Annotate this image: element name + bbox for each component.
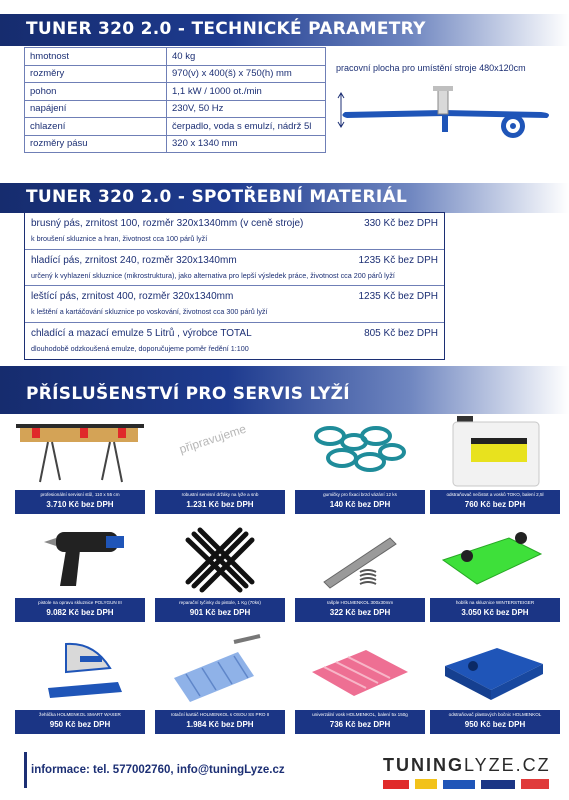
wax-blocks-icon [290, 632, 430, 708]
holmenkol-logo-icon [443, 780, 475, 789]
consumable-price: 1235 Kč bez DPH [358, 291, 438, 302]
consumable-desc: k leštění a kartáčování skluznice po voskování, životnost cca 300 párů lyží [31, 307, 268, 316]
product-label [295, 710, 425, 734]
product-name: hoblík na skluznice WINTERSTEIGER [455, 600, 535, 605]
spec-value: 1,1 kW / 1000 ot./min [167, 83, 326, 101]
wax-remover-canister-icon [425, 412, 565, 488]
specs-title: TUNER 320 2.0 - TECHNICKÉ PARAMETRY [26, 19, 426, 39]
base-planer-icon [425, 520, 565, 596]
accessories-banner [0, 366, 569, 414]
consumable-name: hladící pás, zrnitost 240, rozměr 320x1340mm [31, 254, 237, 266]
product-label [15, 598, 145, 622]
product-price: 3.050 Kč bez DPH [461, 608, 529, 617]
spec-label: napájení [25, 100, 167, 118]
product-name: univerzální vosk HOLMENKOL, balení 5x 150g [312, 712, 408, 717]
product-label [155, 490, 285, 514]
watermark-text: připravujeme [177, 421, 248, 457]
table-row [25, 118, 326, 136]
consumables-table [24, 212, 445, 360]
product-name: pistole na opravu skluznice POLYGUN III [38, 600, 122, 605]
product-name: reparační tyčinky do pistole, 1 Kg (70ks) [179, 600, 261, 605]
spec-label: chlazení [25, 118, 167, 136]
consumable-desc: dlouhodobě odzkoušená emulze, doporučujeme poměr ředění 1:100 [31, 343, 249, 353]
product-name: gumičky pro fixaci brzd vázání 12 ks [323, 492, 397, 497]
table-row [25, 65, 326, 83]
brand-part-a: TUNING [383, 755, 464, 775]
brand-part-b: LYZE.CZ [464, 755, 551, 775]
product-name: profesionální servisní stůl, 110 x 55 cm [40, 492, 120, 497]
spec-label: hmotnost [25, 48, 167, 66]
product-label [155, 598, 285, 622]
footer-divider [24, 752, 27, 788]
product-price: 1.984 Kč bez DPH [186, 720, 254, 729]
product-name: odstraňovač nečistot a vosků TOKO, balení 2,5l [446, 492, 544, 497]
product-name: rotační kartáč HOLMENKOL s OSOU SS PRO II [170, 712, 270, 717]
ski-holder-icon [150, 412, 290, 488]
product-label [430, 598, 560, 622]
machine-diagram [333, 56, 565, 166]
repair-sticks-icon [150, 520, 290, 596]
glue-gun-icon [10, 520, 150, 596]
product-label [155, 710, 285, 734]
rasp-icon [290, 520, 430, 596]
table-row [25, 323, 444, 360]
workspace-dimension-arrows [338, 93, 344, 127]
swix-logo-icon [383, 780, 409, 789]
spec-label: pohon [25, 83, 167, 101]
product-name: rašple HOLMENKOL 300x30mm [326, 600, 394, 605]
spec-table [24, 47, 326, 153]
product-name: robustní servisní držáky na lyže a snb [181, 492, 259, 497]
product-price: 901 Kč bez DPH [189, 608, 251, 617]
table-row [25, 100, 326, 118]
product-price: 1.231 Kč bez DPH [186, 500, 254, 509]
wintersteiger-logo-icon [481, 780, 515, 789]
consumable-desc: k broušení skluznice a hran, životnost cca 100 párů lyží [31, 234, 208, 243]
consumable-name: chladící a mazací emulze 5 Litrů , výrobce TOTAL [31, 327, 252, 339]
spec-value: 320 x 1340 mm [167, 135, 326, 153]
table-row [25, 48, 326, 66]
product-label [15, 710, 145, 734]
spec-label: rozměry pásu [25, 135, 167, 153]
table-row [25, 286, 444, 323]
consumable-price: 1235 Kč bez DPH [358, 254, 438, 266]
consumables-banner [0, 183, 569, 213]
product-price: 950 Kč bez DPH [464, 720, 526, 729]
spec-value: 230V, 50 Hz [167, 100, 326, 118]
spec-label: rozměry [25, 65, 167, 83]
consumable-price: 330 Kč bez DPH [364, 218, 438, 229]
product-name: žehlička HOLMENKOL SMART WAXER [39, 712, 121, 717]
table-row [25, 135, 326, 153]
consumable-price: 805 Kč bez DPH [364, 327, 438, 339]
product-price: 950 Kč bez DPH [49, 720, 111, 729]
product-label [430, 710, 560, 734]
table-row [25, 213, 444, 250]
partner-logos [383, 778, 553, 790]
table-row [25, 250, 444, 287]
product-price: 9.082 Kč bez DPH [46, 608, 114, 617]
product-label [295, 490, 425, 514]
wax-iron-icon [10, 632, 150, 708]
spec-value: čerpadlo, voda s emulzí, nádrž 5l [167, 118, 326, 136]
footer-contact[interactable]: informace: tel. 577002760, info@tuningLyze.cz [31, 764, 285, 776]
consumable-name: leštící pás, zrnitost 400, rozměr 320x1340mm [31, 291, 234, 302]
spec-value: 970(v) x 400(š) x 750(h) mm [167, 65, 326, 83]
product-price: 736 Kč bez DPH [329, 720, 391, 729]
product-label [295, 598, 425, 622]
wolfi-logo-icon [521, 779, 549, 789]
table-row [25, 83, 326, 101]
rubber-bands-icon [290, 412, 430, 488]
ski-table-icon [10, 412, 150, 488]
sidewall-cutter-icon [425, 632, 565, 708]
product-label [15, 490, 145, 514]
consumables-title: TUNER 320 2.0 - SPOTŘEBNÍ MATERIÁL [26, 187, 408, 207]
product-label [430, 490, 560, 514]
product-price: 140 Kč bez DPH [329, 500, 391, 509]
rotary-brush-icon [150, 632, 290, 708]
specs-banner [0, 14, 569, 46]
spec-value: 40 kg [167, 48, 326, 66]
consumable-name: brusný pás, zrnitost 100, rozměr 320x1340mm (v ceně stroje) [31, 218, 304, 229]
machine-column [438, 88, 448, 114]
accessories-title: PŘÍSLUŠENSTVÍ PRO SERVIS LYŽÍ [26, 384, 350, 404]
diagram-caption: pracovní plocha pro umístění stroje 480x120cm [336, 63, 526, 73]
toko-logo-icon [415, 779, 437, 789]
product-name: odstraňovač plastových bočnic HOLMENKOL [448, 712, 542, 717]
product-price: 760 Kč bez DPH [464, 500, 526, 509]
brand-logo [383, 755, 551, 776]
wheel-icon [501, 114, 525, 138]
product-price: 3.710 Kč bez DPH [46, 500, 114, 509]
consumable-desc: určený k vyhlazení skluznice (mikrostruktura), jako alternativa pro lepší výsledek práce, životnost cca 200 párů lyží [31, 270, 395, 280]
product-price: 322 Kč bez DPH [329, 608, 391, 617]
